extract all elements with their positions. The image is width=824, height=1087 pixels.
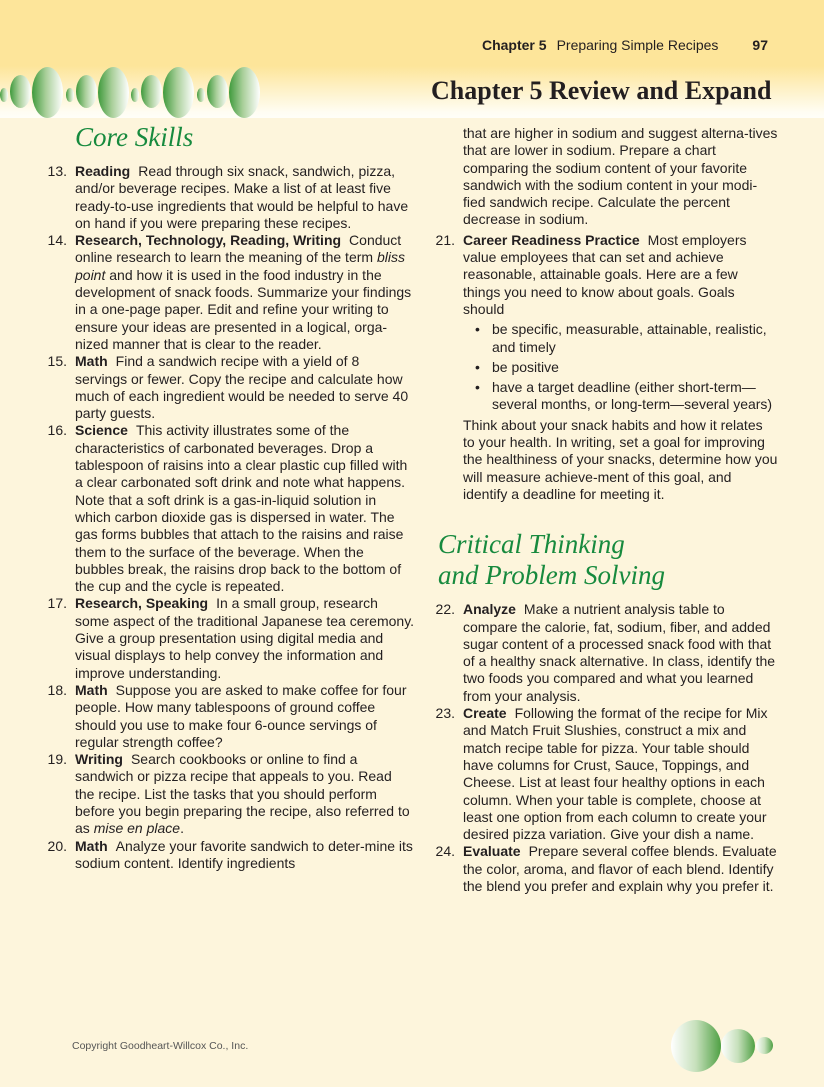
item-number: 20. [47,837,67,854]
item-text: Analyze your favorite sandwich to deter-mine its sodium content. Identify ingredients [75,837,413,871]
item-text-continued: Think about your snack habits and how it relates to your health. In writing, set a goal for improving the healthiness of your snacks, determine how you will measure achieve-ment of this goal, and identify a deadline for meeting it. [463,416,778,502]
item-label: Research, Speaking [75,595,209,612]
circle-decoration [671,1020,721,1072]
list-item [45,353,415,422]
item-emphasis: mise en place [93,820,181,837]
item-text: Read through six snack, sandwich, pizza, and/or beverage recipes. Make a list of at least five ready-to-use ingredients that would be helpful to have on hand if you were preparing these recipes. [75,163,409,231]
item-body [75,422,415,595]
item-label: Career Readiness Practice [463,231,640,248]
bullet-icon: • [475,358,480,375]
bullet-text: be specific, measurable, attainable, realistic, and timely [492,321,767,355]
item-text: Suppose you are asked to make coffee for four people. How many tablespoons of ground coffee should you use to make four 6-ounce servings of regular strength coffee? [75,681,407,750]
list-item [433,232,778,503]
item-body [75,682,415,751]
item-label: Writing [75,751,123,768]
heading-line: Critical Thinking [438,529,625,560]
circle-decoration [141,75,162,108]
circle-decoration [131,88,139,102]
running-header [482,37,768,53]
bullet-icon: • [475,321,480,338]
item-label: Analyze [463,601,516,618]
item-label: Math [75,837,108,854]
item-20-continued: that are higher in sodium and suggest alterna-tives that are lower in sodium. Prepare a chart comparing the sodium content of your favorite sandwich with the sodium content in your modi-fied sandwich recipe. Calculate the percent decrease in sodium. [463,125,778,228]
circle-decoration [197,88,205,102]
item-body [463,601,778,705]
circle-decoration [76,75,97,108]
section-heading-core-skills: Core Skills [75,122,194,152]
item-body [75,353,415,422]
circle-decoration [98,67,129,118]
bullet-text: be positive [492,358,559,375]
list-item [45,163,415,232]
list-item [433,601,778,705]
item-text: Conduct online research to learn the meaning of the term [75,232,402,266]
list-item [45,682,415,751]
bullet-text: have a target deadline (either short-term—several months, or long-term—several years) [492,379,773,413]
page-number: 97 [752,37,768,53]
item-text: and how it is used in the food industry in the development of snack foods. Summarize your findings in a one-page paper. Edit and refine your writing to ensure your ideas are presented in a logical, orga-nized manner that is clear to the reader. [75,266,412,352]
bullet-icon: • [475,379,480,396]
item-number: 24. [435,843,455,860]
left-column [45,122,415,872]
item-label: Math [75,353,108,370]
list-item [433,705,778,843]
item-body [75,838,415,873]
item-text: Prepare several coffee blends. Evaluate the color, aroma, and flavor of each blend. Identify the blend you prefer and explain why you prefer it. [463,843,777,894]
item-label: Reading [75,163,131,179]
list-item [45,595,415,681]
list-item [45,422,415,595]
circle-decoration [721,1029,755,1063]
item-number: 16. [47,422,67,439]
right-column [433,125,778,895]
item-text: This activity illustrates some of the characteristics of carbonated beverages. Drop a tablespoon of raisins into a clear plastic cup filled with a clear carbonated soft drink and note what happens. Note that a soft drink is a gas-in-liquid solution in which carbon dioxide gas is dispersed in water. The gas forms bubbles that attach to the raisins and raise them to the surface of the beverage. When the bubbles break, the raisins drop back to the bottom of the cup and the cycle is repeated. [75,422,408,595]
circle-decoration [756,1037,773,1054]
item-text: . [180,820,184,837]
item-number: 22. [435,601,455,618]
item-label: Evaluate [463,843,521,860]
item-label: Create [463,705,507,722]
item-number: 21. [435,231,455,248]
item-label: Math [75,681,108,698]
item-text: In a small group, research some aspect of the traditional Japanese tea ceremony. Give a group presentation using digital media and visual displays to help convey the information and improve understanding. [75,595,415,681]
circle-decoration [207,75,228,108]
item-number: 13. [47,163,67,179]
item-body [463,705,778,843]
item-number: 18. [47,681,67,698]
item-number: 15. [47,353,67,370]
item-emphasis: bliss point [75,249,405,283]
item-number: 19. [47,751,67,768]
list-item [433,843,778,895]
circle-decoration [229,67,260,118]
item-body [75,595,415,681]
item-number: 23. [435,705,455,722]
item-body [463,843,778,895]
bullet-item [463,379,778,414]
circle-decoration [0,88,8,102]
item-number: 17. [47,595,67,612]
item-body [75,163,415,232]
item-label: Science [75,422,128,439]
item-text: Following the format of the recipe for Mix and Match Fruit Slushies, construct a mix and match recipe table for pizza. Your table should have columns for Crust, Sauce, Toppings, and Cheese. List at least four healthy options in each column. When your table is complete, choose at least one option from each column to create your desired pizza variation. Give your dish a name. [463,705,768,843]
chapter-label: Chapter 5 [481,37,547,53]
copyright: Copyright Goodheart-Willcox Co., Inc. [72,1040,249,1052]
item-number: 14. [47,232,67,249]
bullet-item [463,321,778,356]
item-text: Most employers value employees that can set and achieve reasonable, attainable goals. Here are a few things you need to know about goals. Goals should [463,231,747,317]
list-item [45,838,415,873]
chapter-title: Preparing Simple Recipes [556,37,719,53]
circle-decoration [10,75,31,108]
heading-line: and Problem Solving [438,560,665,591]
list-item [45,751,415,837]
circle-decoration [66,88,74,102]
item-body [75,232,415,353]
item-label: Research, Technology, Reading, Writing [75,232,342,249]
circle-decoration [163,67,194,118]
item-body [75,751,415,837]
bullet-item [463,359,778,376]
section-heading-critical-thinking [438,529,778,591]
list-item [45,232,415,353]
item-text: Search cookbooks or online to find a sandwich or pizza recipe that appeals to you. Read the recipe. List the tasks that you should perform before you begin preparing the recipe, also referred to as [75,751,410,837]
item-text: Find a sandwich recipe with a yield of 8 servings or fewer. Copy the recipe and calculate how much of each ingredient would be needed to serve 40 party guests. [75,353,409,422]
circle-decoration [32,67,63,118]
page-title: Chapter 5 Review and Expand [431,76,772,105]
item-text: Make a nutrient analysis table to compare the calorie, fat, sodium, fiber, and added sugar content of a processed snack food with that of a healthy snack alternative. In class, identify the two foods you compared and what you learned from your analysis. [463,601,776,704]
